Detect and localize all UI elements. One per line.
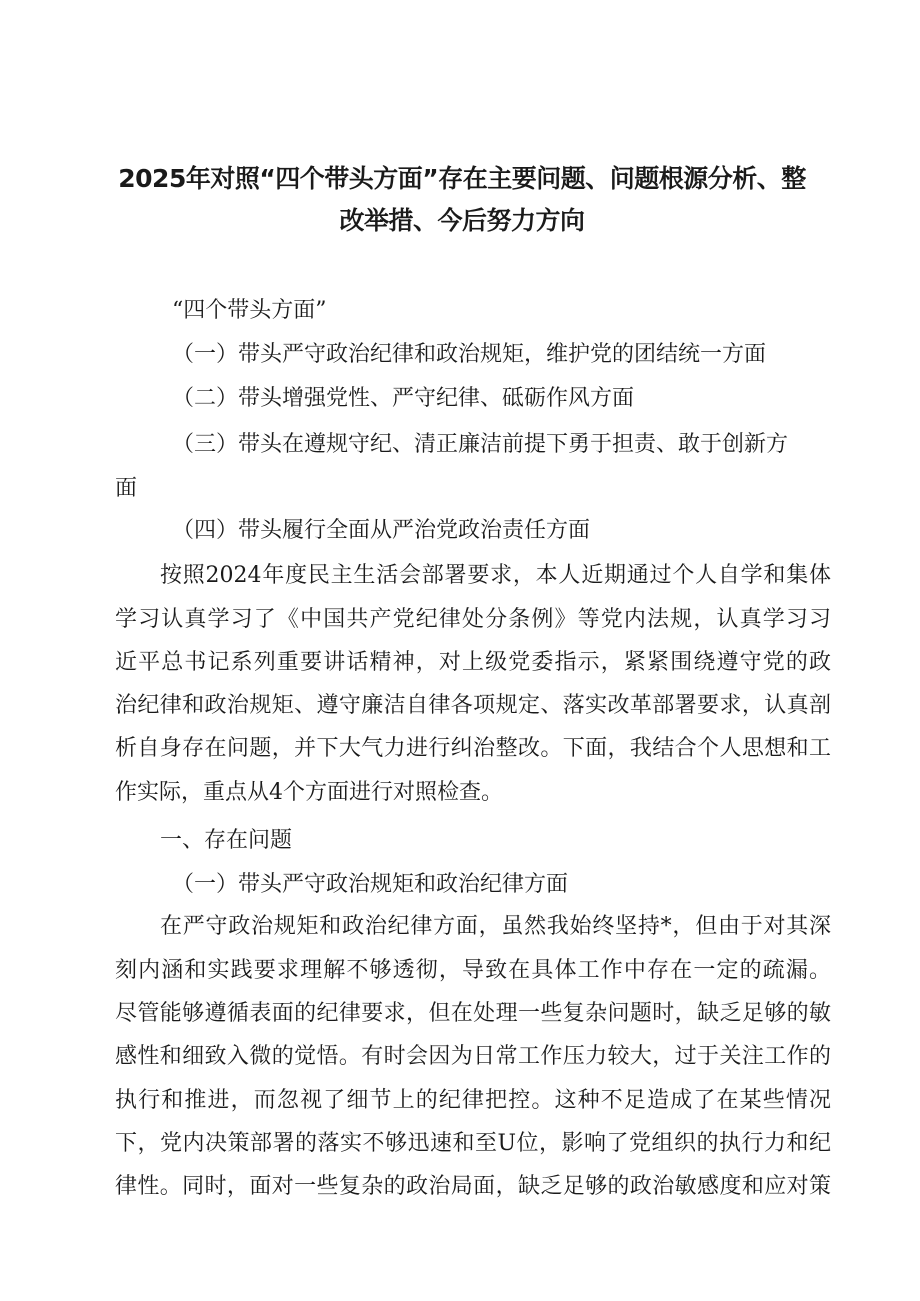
intro-line-4: 治纪律和政治规矩、遵守廉洁自律各项规定、落实改革部署要求，认真剖	[115, 693, 831, 718]
intro-line-6: 作实际，重点从4个方面进行对照检查。	[115, 780, 503, 805]
section-heading: 一、存在问题	[160, 828, 293, 853]
aspect-item-4: （四）带头履行全面从严治党政治责任方面	[172, 518, 591, 543]
document-title	[112, 158, 812, 242]
aspects-heading: “四个带头方面”	[172, 298, 327, 323]
aspect-item-2: （二）带头增强党性、严守纪律、砥砺作风方面	[172, 386, 635, 411]
para-line-3: 尽管能够遵循表面的纪律要求，但在处理一些复杂问题时，缺乏足够的敏	[115, 1001, 831, 1026]
para-line-7: 律性。同时，面对一些复杂的政治局面，缺乏足够的政治敏感度和应对策	[115, 1174, 831, 1199]
subsection-heading: （一）带头严守政治规矩和政治纪律方面	[172, 872, 569, 897]
para-line-1: 在严守政治规矩和政治纪律方面，虽然我始终坚持*，但由于对其深	[160, 914, 831, 939]
title-line-1: 2025年对照“四个带头方面”存在主要问题、问题根源分析、整	[118, 164, 806, 193]
title-line-2: 改举措、今后努力方向	[339, 206, 585, 235]
para-line-6: 下，党内决策部署的落实不够迅速和至U位，影响了党组织的执行力和纪	[115, 1131, 831, 1156]
aspect-item-3-line-1: （三）带头在遵规守纪、清正廉洁前提下勇于担责、敢于创新方	[172, 432, 789, 457]
aspect-item-3-line-2: 面	[115, 476, 138, 501]
aspect-item-1: （一）带头严守政治纪律和政治规矩，维护党的团结统一方面	[172, 342, 767, 367]
para-line-2: 刻内涵和实践要求理解不够透彻，导致在具体工作中存在一定的疏漏。	[115, 958, 831, 983]
intro-line-1: 按照2024年度民主生活会部署要求，本人近期通过个人自学和集体	[160, 563, 831, 588]
intro-line-5: 析自身存在问题，并下大气力进行纠治整改。下面，我结合个人思想和工	[115, 736, 831, 761]
para-line-5: 执行和推进，而忽视了细节上的纪律把控。这种不足造成了在某些情况	[115, 1088, 831, 1113]
intro-line-2: 学习认真学习了《中国共产党纪律处分条例》等党内法规，认真学习习	[115, 607, 831, 632]
intro-line-3: 近平总书记系列重要讲话精神，对上级党委指示，紧紧围绕遵守党的政	[115, 650, 831, 675]
para-line-4: 感性和细致入微的觉悟。有时会因为日常工作压力较大，过于关注工作的	[115, 1044, 831, 1069]
